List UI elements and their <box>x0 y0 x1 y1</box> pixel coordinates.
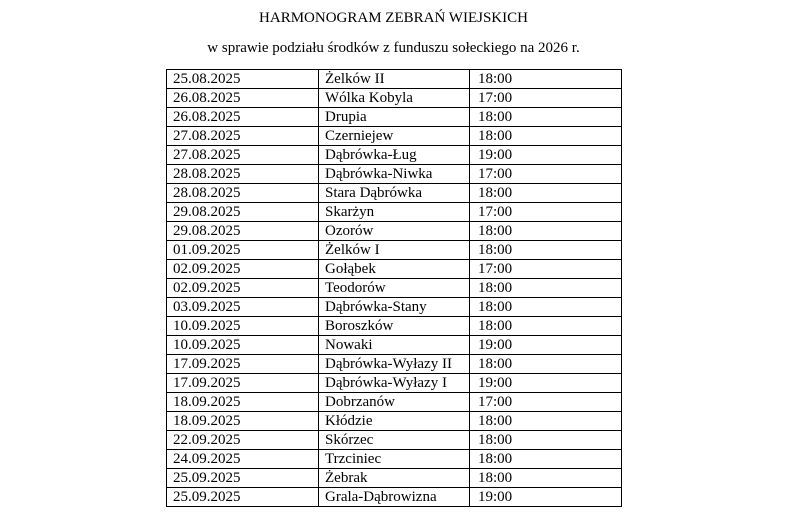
table-row <box>167 241 622 260</box>
meeting-date-cell: 29.08.2025 <box>167 222 319 241</box>
meeting-time-cell: 18:00 <box>470 184 622 203</box>
village-name-cell: Skórzec <box>319 431 470 450</box>
table-row <box>167 317 622 336</box>
meeting-date-cell: 26.08.2025 <box>167 108 319 127</box>
meeting-date-cell: 28.08.2025 <box>167 165 319 184</box>
document-title: HARMONOGRAM ZEBRAŃ WIEJSKICH <box>259 10 528 26</box>
document-subtitle: w sprawie podziału środków z funduszu sołeckiego na 2026 r. <box>207 40 580 56</box>
meeting-time-cell: 18:00 <box>470 222 622 241</box>
meeting-time-cell: 18:00 <box>470 241 622 260</box>
village-name-cell: Grala-Dąbrowizna <box>319 488 470 507</box>
village-name-cell: Teodorów <box>319 279 470 298</box>
meeting-date-cell: 28.08.2025 <box>167 184 319 203</box>
table-row <box>167 374 622 393</box>
table-row <box>167 146 622 165</box>
meeting-date-cell: 25.09.2025 <box>167 469 319 488</box>
meeting-date-cell: 10.09.2025 <box>167 336 319 355</box>
meeting-date-cell: 18.09.2025 <box>167 412 319 431</box>
table-row <box>167 488 622 507</box>
village-name-cell: Żebrak <box>319 469 470 488</box>
table-row <box>167 450 622 469</box>
village-name-cell: Ozorów <box>319 222 470 241</box>
table-row <box>167 165 622 184</box>
meeting-time-cell: 19:00 <box>470 146 622 165</box>
meeting-time-cell: 18:00 <box>470 412 622 431</box>
meeting-time-cell: 18:00 <box>470 108 622 127</box>
schedule-table-body <box>167 70 622 507</box>
meeting-date-cell: 03.09.2025 <box>167 298 319 317</box>
table-row <box>167 412 622 431</box>
meeting-time-cell: 18:00 <box>470 450 622 469</box>
meeting-time-cell: 18:00 <box>470 127 622 146</box>
table-row <box>167 336 622 355</box>
meeting-time-cell: 17:00 <box>470 89 622 108</box>
village-name-cell: Drupia <box>319 108 470 127</box>
meeting-date-cell: 01.09.2025 <box>167 241 319 260</box>
village-name-cell: Żelków I <box>319 241 470 260</box>
meeting-time-cell: 18:00 <box>470 355 622 374</box>
meeting-date-cell: 26.08.2025 <box>167 89 319 108</box>
village-name-cell: Dąbrówka-Stany <box>319 298 470 317</box>
village-name-cell: Dąbrówka-Niwka <box>319 165 470 184</box>
meeting-time-cell: 17:00 <box>470 393 622 412</box>
village-name-cell: Dąbrówka-Ług <box>319 146 470 165</box>
meeting-date-cell: 02.09.2025 <box>167 260 319 279</box>
village-name-cell: Dąbrówka-Wyłazy II <box>319 355 470 374</box>
meeting-time-cell: 17:00 <box>470 165 622 184</box>
table-row <box>167 355 622 374</box>
village-name-cell: Nowaki <box>319 336 470 355</box>
meeting-date-cell: 17.09.2025 <box>167 374 319 393</box>
table-row <box>167 431 622 450</box>
table-row <box>167 393 622 412</box>
village-name-cell: Wólka Kobyla <box>319 89 470 108</box>
meeting-time-cell: 19:00 <box>470 374 622 393</box>
meeting-date-cell: 25.09.2025 <box>167 488 319 507</box>
meeting-time-cell: 18:00 <box>470 469 622 488</box>
village-name-cell: Skarżyn <box>319 203 470 222</box>
village-name-cell: Boroszków <box>319 317 470 336</box>
meeting-time-cell: 18:00 <box>470 298 622 317</box>
meeting-date-cell: 02.09.2025 <box>167 279 319 298</box>
village-name-cell: Czerniejew <box>319 127 470 146</box>
table-row <box>167 108 622 127</box>
meeting-time-cell: 18:00 <box>470 317 622 336</box>
meeting-time-cell: 18:00 <box>470 279 622 298</box>
meeting-time-cell: 19:00 <box>470 488 622 507</box>
table-row <box>167 298 622 317</box>
table-row <box>167 127 622 146</box>
meeting-date-cell: 25.08.2025 <box>167 70 319 89</box>
village-name-cell: Dobrzanów <box>319 393 470 412</box>
table-row <box>167 184 622 203</box>
meeting-time-cell: 18:00 <box>470 431 622 450</box>
meeting-time-cell: 17:00 <box>470 260 622 279</box>
meeting-date-cell: 17.09.2025 <box>167 355 319 374</box>
meeting-date-cell: 29.08.2025 <box>167 203 319 222</box>
meeting-time-cell: 18:00 <box>470 70 622 89</box>
village-name-cell: Stara Dąbrówka <box>319 184 470 203</box>
village-name-cell: Dąbrówka-Wyłazy I <box>319 374 470 393</box>
meeting-date-cell: 18.09.2025 <box>167 393 319 412</box>
village-name-cell: Trzciniec <box>319 450 470 469</box>
table-row <box>167 260 622 279</box>
meeting-time-cell: 19:00 <box>470 336 622 355</box>
table-row <box>167 203 622 222</box>
meeting-date-cell: 10.09.2025 <box>167 317 319 336</box>
table-row <box>167 70 622 89</box>
table-row <box>167 222 622 241</box>
table-row <box>167 89 622 108</box>
table-row <box>167 279 622 298</box>
meeting-date-cell: 22.09.2025 <box>167 431 319 450</box>
village-name-cell: Żelków II <box>319 70 470 89</box>
meeting-time-cell: 17:00 <box>470 203 622 222</box>
village-name-cell: Gołąbek <box>319 260 470 279</box>
table-row <box>167 469 622 488</box>
meeting-date-cell: 24.09.2025 <box>167 450 319 469</box>
village-name-cell: Kłódzie <box>319 412 470 431</box>
meeting-schedule-table <box>166 69 622 507</box>
meeting-date-cell: 27.08.2025 <box>167 146 319 165</box>
meeting-date-cell: 27.08.2025 <box>167 127 319 146</box>
